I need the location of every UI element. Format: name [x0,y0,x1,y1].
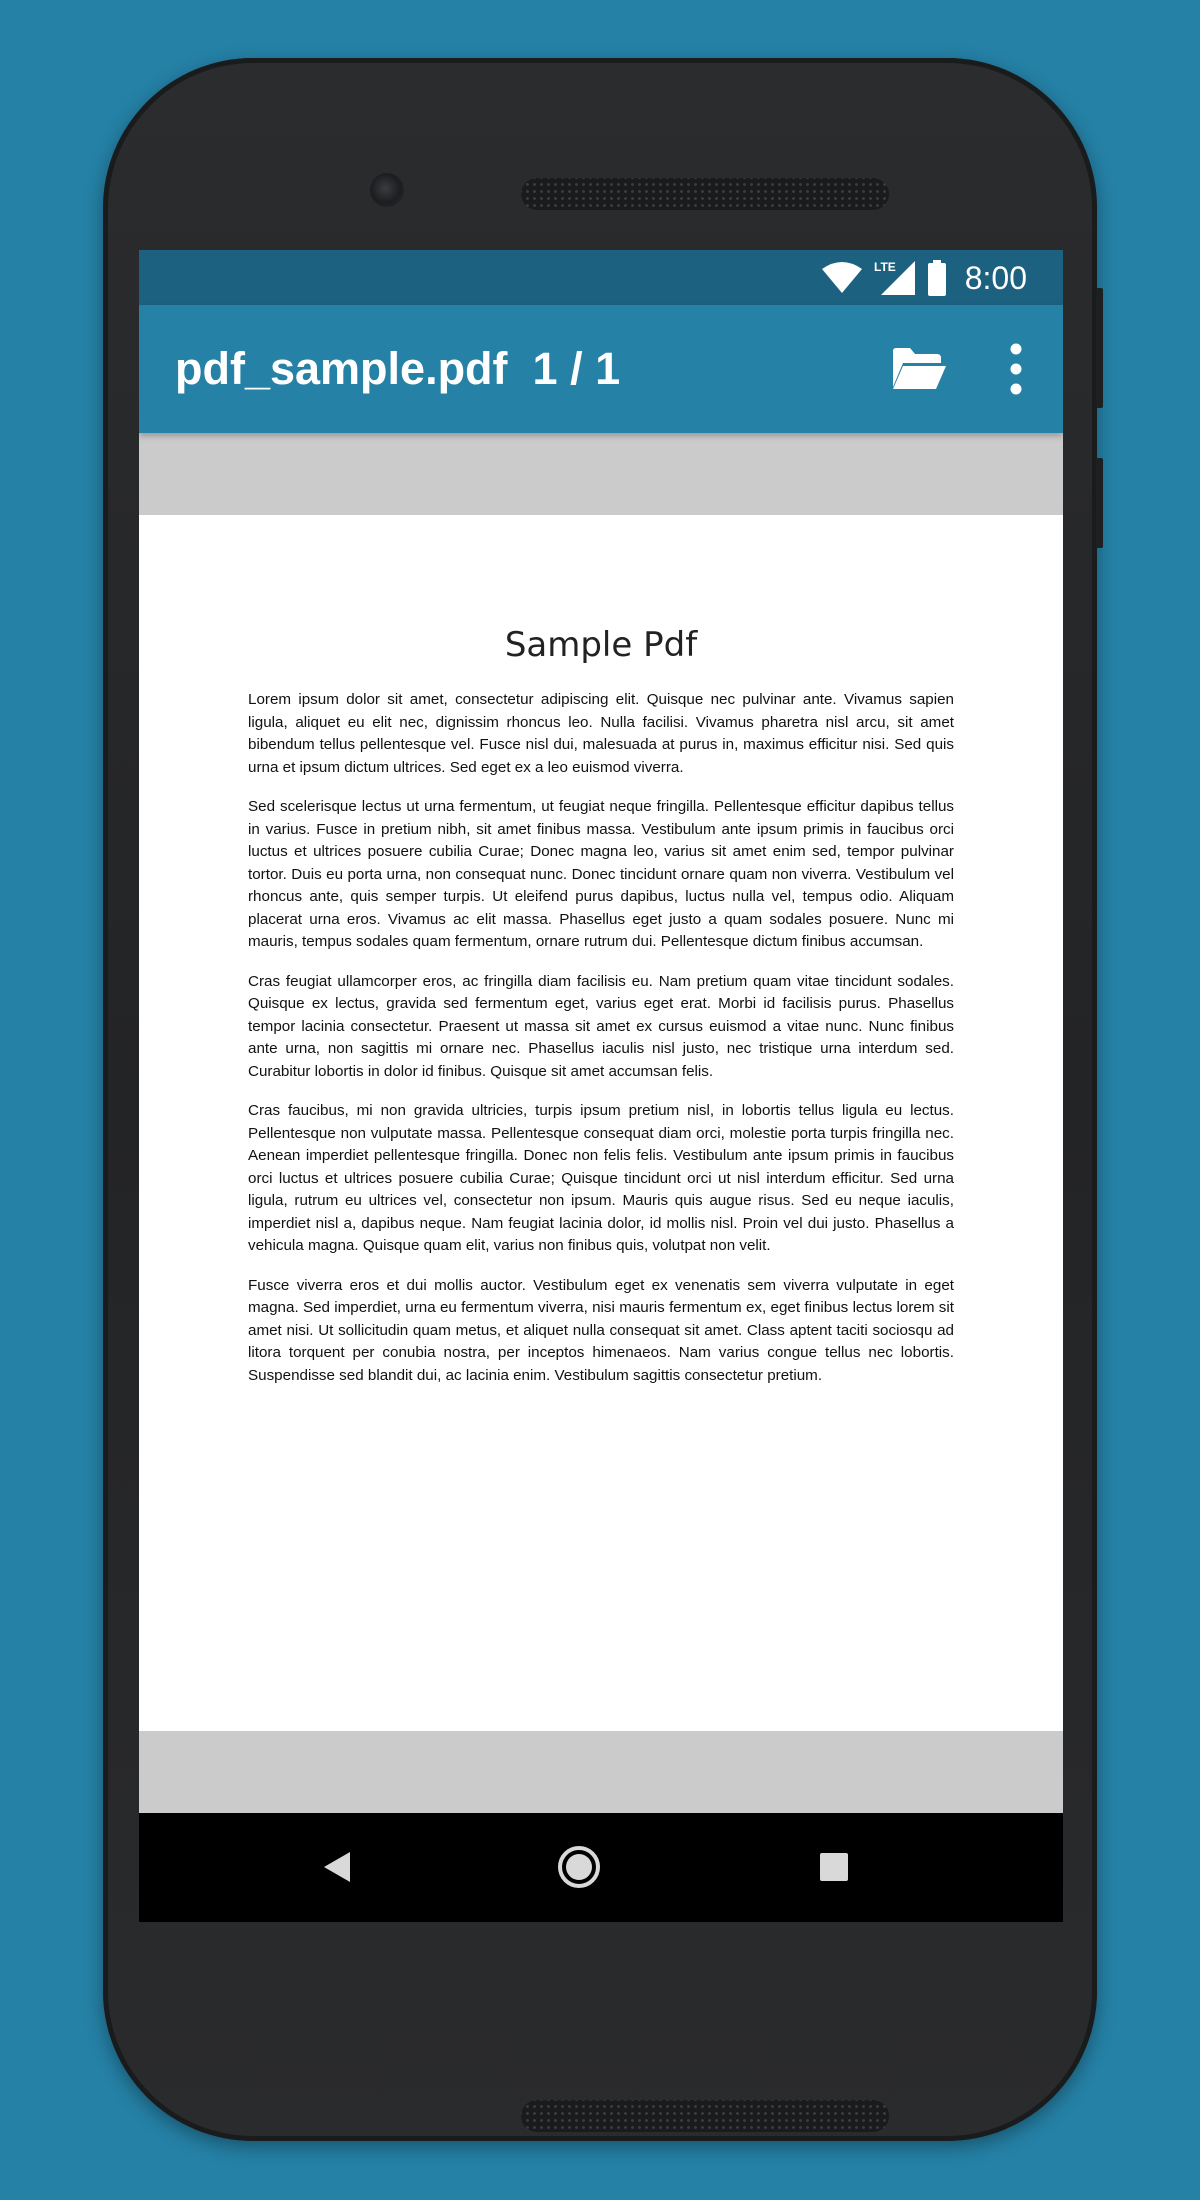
pdf-page[interactable] [139,515,1063,1731]
top-speaker-grille [521,178,889,210]
nav-home-button[interactable] [549,1837,609,1897]
nav-recents-button[interactable] [804,1837,864,1897]
back-icon [308,1837,368,1897]
battery-icon [927,260,947,296]
navigation-bar [139,1813,1063,1922]
document-paragraph: Lorem ipsum dolor sit amet, consectetur adipiscing elit. Quisque nec pulvinar ante. Vivamus sapien ligula, aliquet eu elit nec, dignissim rhoncus leo. Nulla facilisi. Vivamus pharetra nisl arcu, sit amet bibendum tellus pellentesque vel. Fusce nisl dui, malesuada at purus in, maximus efficitur nisi. Sed quis urna et ipsum dictum ultrices. Sed eget ex a leo euismod viverra. [248,691,954,776]
overflow-menu-button[interactable] [1001,341,1031,397]
network-type-label: LTE [873,260,896,274]
more-vert-icon [1001,341,1031,397]
wifi-icon [821,261,863,295]
status-time: 8:00 [964,259,1027,296]
folder-open-icon [889,345,947,393]
home-icon [549,1837,609,1897]
app-bar [139,305,1063,433]
volume-button [1096,288,1103,408]
app-title: pdf_sample.pdf 1 / 1 [175,343,621,394]
bottom-speaker-grille [521,2100,889,2132]
phone-screen [139,250,1063,1922]
cell-signal-icon [873,259,917,297]
nav-back-button[interactable] [308,1837,368,1897]
document-paragraph: Sed scelerisque lectus ut urna fermentum, ut feugiat neque fringilla. Pellentesque efficitur dapibus tellus in varius. Fusce in pretium nibh, sit amet finibus massa. Vestibulum ante ipsum primis in faucibus orci luctus et ultrices posuere cubilia Curae; Donec magna leo, varius sit amet enim sed, tempor pulvinar tortor. Duis eu porta urna, non consequat nunc. Donec tincidunt ornare quam non viverra. Vestibulum vel rhoncus ante, quis semper turpis. Ut eleifend purus dapibus, luctus nulla vel, tempus odio. Aliquam placerat urna eros. Vivamus ac elit massa. Phasellus eget justo a quam sodales posuere. Nunc mi mauris, tempus sodales quam fermentum, ornare rutrum dui. Pellentesque dictum finibus accumsan. [248,798,954,950]
document-body [248,689,954,1404]
document-paragraph: Cras faucibus, mi non gravida ultricies, turpis ipsum pretium nisl, in lobortis tellus ligula eu lectus. Pellentesque non vulputate massa. Pellentesque consequat diam orci, molestie porta turpis fringilla nec. Aenean imperdiet pellentesque fringilla. Donec non felis felis. Vestibulum ante ipsum primis in faucibus orci luctus et ultrices posuere cubilia Curae; Quisque tincidunt orci ut nisl interdum efficitur. Sed urna ligula, rutrum eu ultrices vel, consectetur non ipsum. Mauris quis augue risus. Sed eu neque iaculis, imperdiet nisl a, dapibus neque. Nam feugiat lacinia dolor, id mollis nisl. Proin vel dui justo. Phasellus a vehicula magna. Quisque quam elit, varius non finibus quis, volutpat non velit. [248,1102,954,1254]
recents-icon [804,1837,864,1897]
open-file-button[interactable] [889,345,947,393]
power-button [1096,458,1103,548]
document-paragraph: Cras feugiat ullamcorper eros, ac fringilla diam facilisis eu. Nam pretium quam vitae tincidunt sodales. Quisque ex lectus, gravida sed fermentum eget, varius eget erat. Morbi id facilisis purus. Phasellus tempor lacinia consectetur. Praesent ut massa sit amet ex cursus euismod a vitae nunc. Nunc finibus ante urna, non sagittis mi ornare nec. Phasellus iaculis nisl justo, nec tristique urna interdum sed. Curabitur lobortis in dolor id finibus. Quisque sit amet accumsan felis. [248,972,954,1080]
front-camera [370,173,404,207]
document-paragraph: Fusce viverra eros et dui mollis auctor. Vestibulum eget ex venenatis sem viverra vulputate in eget magna. Sed imperdiet, urna eu fermentum viverra, nisi mauris fermentum ex, eget finibus lectus lorem sit amet nisi. Ut sollicitudin quam metus, et aliquet nulla consequat sit amet. Class aptent taciti sociosqu ad litora torquent per conubia nostra, per inceptos himenaeos. Nam varius congue tellus nec lobortis. Suspendisse sed blandit dui, ac lacinia enim. Vestibulum sagittis consectetur pretium. [248,1276,954,1384]
document-title: Sample Pdf [504,625,698,665]
status-bar [139,250,1063,305]
